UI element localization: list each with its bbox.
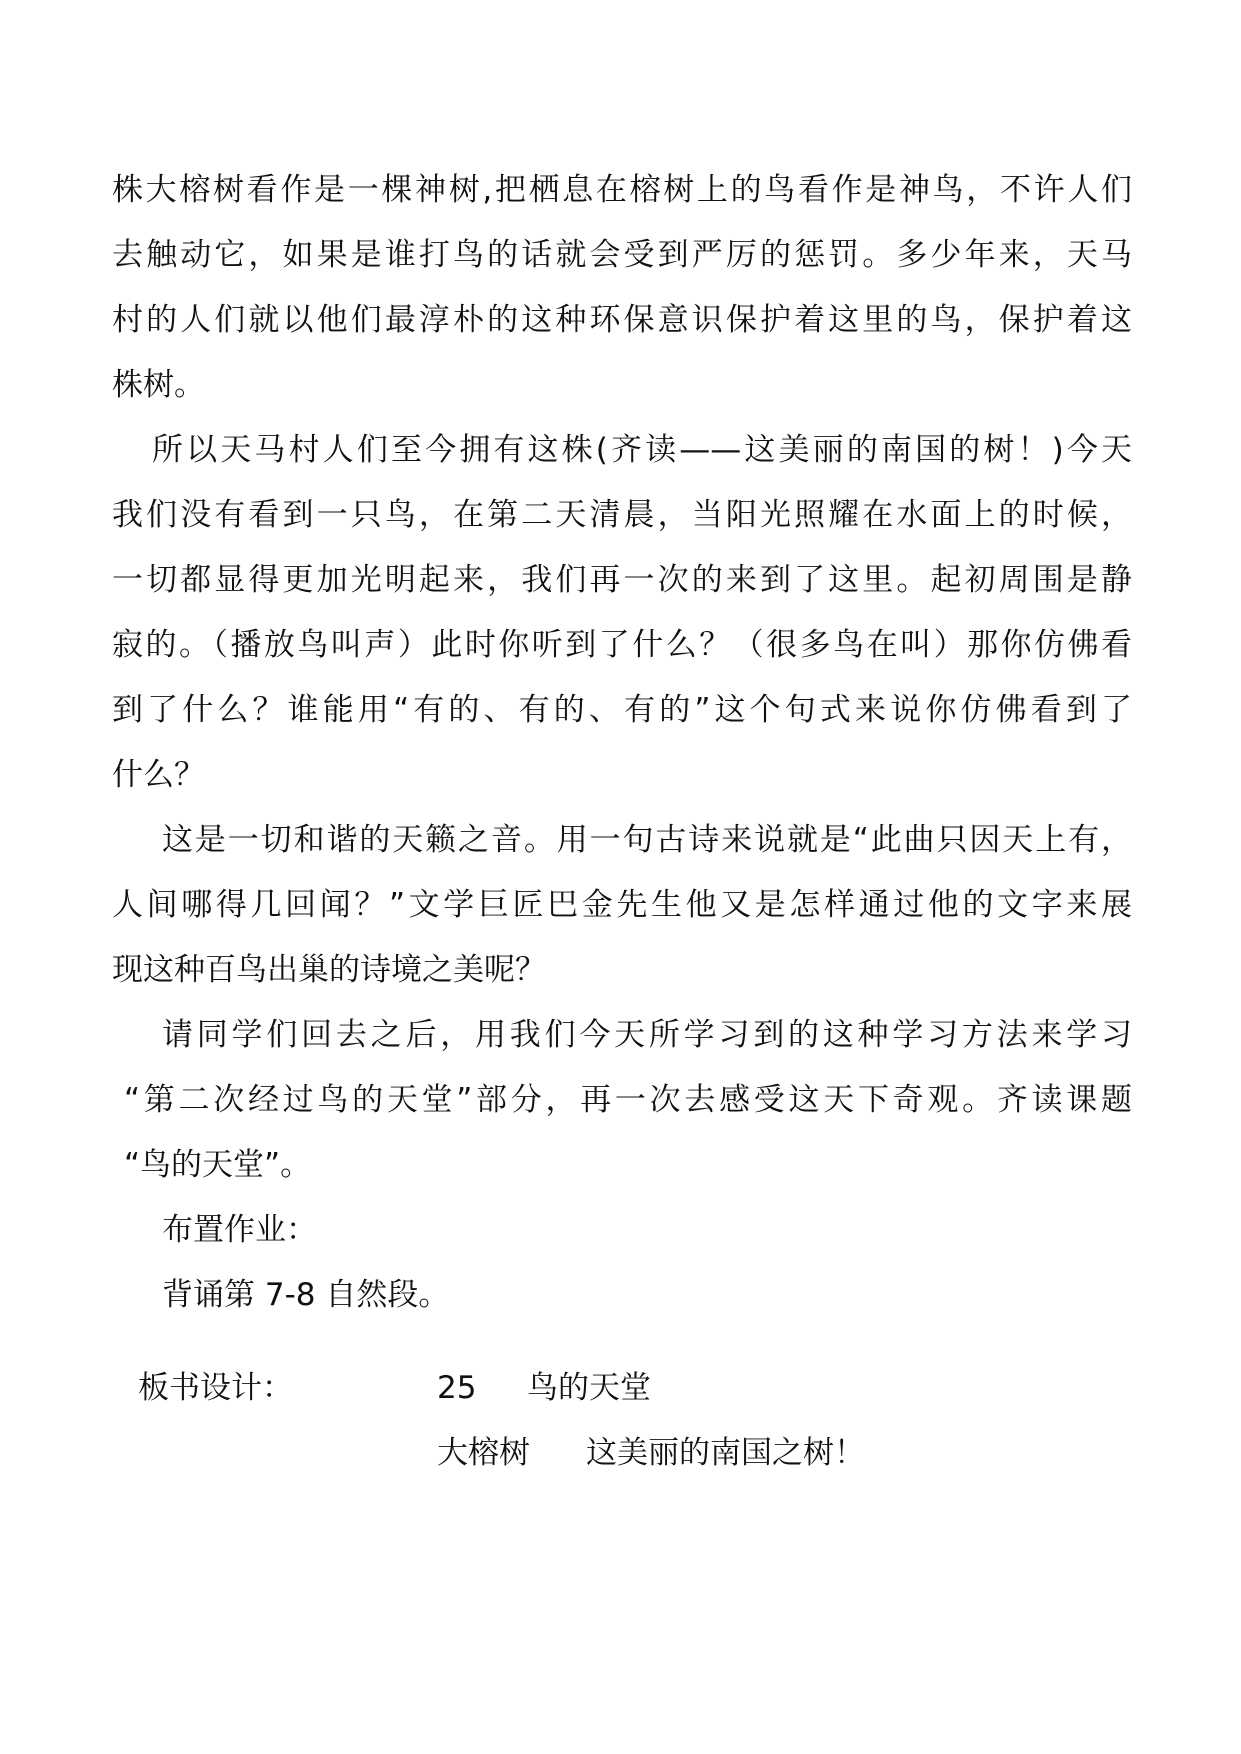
board-keyword-tree: 大榕树 bbox=[437, 1435, 530, 1471]
text-line: 所以天马村人们至今拥有这株(齐读——这美丽的南国的树！)今天 bbox=[152, 432, 1132, 468]
text-line: 现这种百鸟出巢的诗境之美呢？ bbox=[112, 952, 546, 988]
text-line: 这是一切和谐的天籁之音。用一句古诗来说就是“此曲只因天上有， bbox=[162, 822, 1132, 858]
text-line: 什么？ bbox=[112, 757, 205, 793]
text-line: 株大榕树看作是一棵神树,把栖息在榕树上的鸟看作是神鸟，不许人们 bbox=[112, 172, 1132, 208]
text-line: 去触动它，如果是谁打鸟的话就会受到严厉的惩罚。多少年来，天马 bbox=[112, 237, 1132, 273]
lesson-number: 25 bbox=[437, 1370, 477, 1406]
text-line: 请同学们回去之后，用我们今天所学习到的这种学习方法来学习 bbox=[162, 1017, 1132, 1053]
board-keyword-phrase: 这美丽的南国之树！ bbox=[586, 1435, 865, 1471]
text-line: “鸟的天堂”。 bbox=[124, 1147, 312, 1183]
text-line: 一切都显得更加光明起来，我们再一次的来到了这里。起初周围是静 bbox=[112, 562, 1132, 598]
text-line: 寂的。（播放鸟叫声）此时你听到了什么？（很多鸟在叫）那你仿佛看 bbox=[112, 627, 1132, 663]
text-line: 株树。 bbox=[112, 367, 205, 403]
homework-heading: 布置作业： bbox=[162, 1212, 317, 1248]
text-line: 村的人们就以他们最淳朴的这种环保意识保护着这里的鸟，保护着这 bbox=[112, 302, 1132, 338]
board-design-label: 板书设计： bbox=[138, 1370, 293, 1406]
lesson-title: 鸟的天堂 bbox=[527, 1370, 651, 1406]
text-line: 我们没有看到一只鸟，在第二天清晨，当阳光照耀在水面上的时候， bbox=[112, 497, 1132, 533]
text-line: “第二次经过鸟的天堂”部分，再一次去感受这天下奇观。齐读课题 bbox=[124, 1082, 1132, 1118]
text-line: 到了什么？谁能用“有的、有的、有的”这个句式来说你仿佛看到了 bbox=[112, 692, 1132, 728]
text-line: 人间哪得几回闻？”文学巨匠巴金先生他又是怎样通过他的文字来展 bbox=[112, 887, 1132, 923]
homework-item: 背诵第 7-8 自然段。 bbox=[162, 1277, 450, 1313]
